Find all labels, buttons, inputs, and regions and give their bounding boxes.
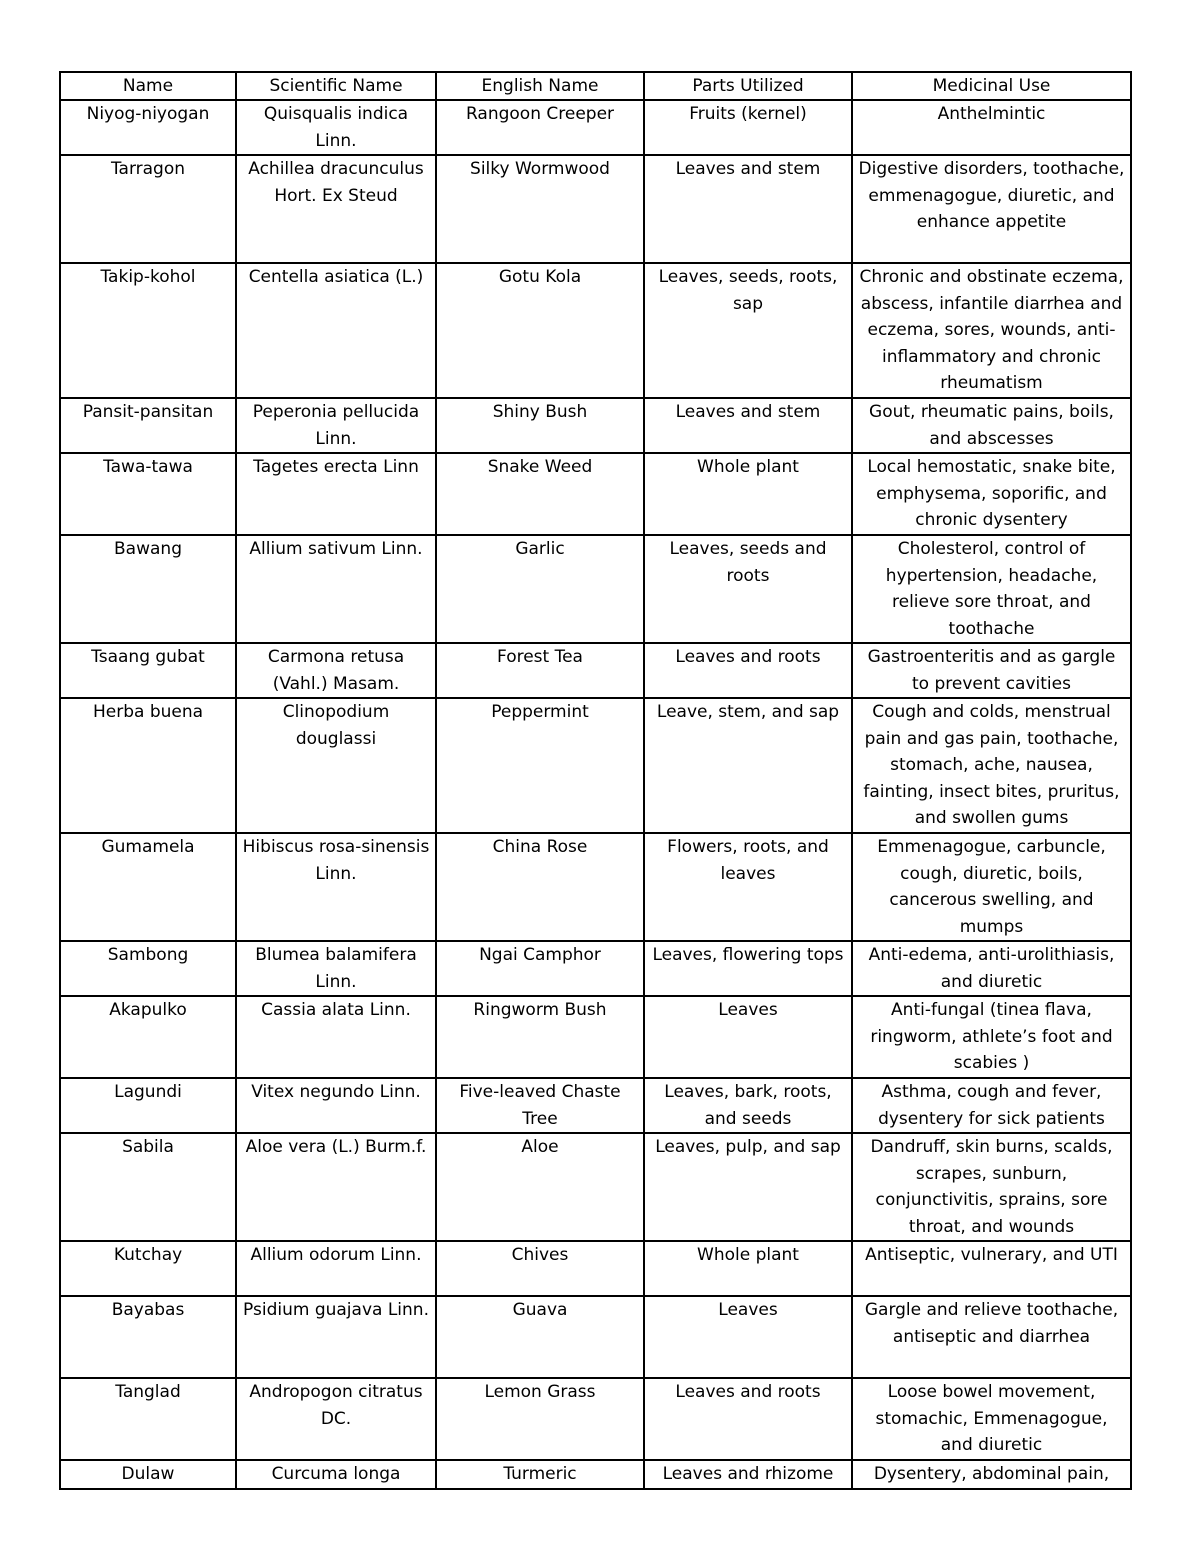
- table-row: [60, 100, 1131, 155]
- medicinal-use-cell: Gout, rheumatic pains, boils, and abscesses: [852, 398, 1131, 453]
- english-name-cell: Ngai Camphor: [436, 941, 644, 996]
- plant-name-cell: Akapulko: [60, 996, 236, 1078]
- scientific-name-cell: Centella asiatica (L.): [236, 263, 436, 398]
- english-name-cell: Turmeric: [436, 1460, 644, 1489]
- plant-name-cell: Kutchay: [60, 1241, 236, 1296]
- plant-name-cell: Tawa-tawa: [60, 453, 236, 535]
- medicinal-use-cell: Digestive disorders, toothache, emmenagogue, diuretic, and enhance appetite: [852, 155, 1131, 263]
- plant-name-cell: Tarragon: [60, 155, 236, 263]
- parts-utilized-cell: Leave, stem, and sap: [644, 698, 852, 833]
- parts-utilized-cell: Whole plant: [644, 453, 852, 535]
- parts-utilized-cell: Flowers, roots, and leaves: [644, 833, 852, 941]
- scientific-name-cell: Hibiscus rosa-sinensis Linn.: [236, 833, 436, 941]
- scientific-name-cell: Andropogon citratus DC.: [236, 1378, 436, 1460]
- table-row: [60, 1133, 1131, 1241]
- table-row: [60, 996, 1131, 1078]
- plant-name-cell: Pansit-pansitan: [60, 398, 236, 453]
- table-row: [60, 1241, 1131, 1296]
- english-name-cell: Snake Weed: [436, 453, 644, 535]
- header-name: Name: [60, 72, 236, 100]
- parts-utilized-cell: Leaves, pulp, and sap: [644, 1133, 852, 1241]
- plant-name-cell: Bawang: [60, 535, 236, 643]
- scientific-name-cell: Carmona retusa (Vahl.) Masam.: [236, 643, 436, 698]
- medicinal-use-cell: Anthelmintic: [852, 100, 1131, 155]
- medicinal-use-cell: Anti-fungal (tinea flava, ringworm, athlete’s foot and scabies ): [852, 996, 1131, 1078]
- table-row: [60, 1460, 1131, 1489]
- medicinal-use-cell: Local hemostatic, snake bite, emphysema, soporific, and chronic dysentery: [852, 453, 1131, 535]
- plant-name-cell: Lagundi: [60, 1078, 236, 1133]
- parts-utilized-cell: Leaves, seeds and roots: [644, 535, 852, 643]
- plant-name-cell: Gumamela: [60, 833, 236, 941]
- plant-name-cell: Tanglad: [60, 1378, 236, 1460]
- english-name-cell: Aloe: [436, 1133, 644, 1241]
- scientific-name-cell: Allium sativum Linn.: [236, 535, 436, 643]
- medicinal-use-cell: Anti-edema, anti-urolithiasis, and diuretic: [852, 941, 1131, 996]
- scientific-name-cell: Psidium guajava Linn.: [236, 1296, 436, 1378]
- english-name-cell: Chives: [436, 1241, 644, 1296]
- scientific-name-cell: Blumea balamifera Linn.: [236, 941, 436, 996]
- table-row: [60, 535, 1131, 643]
- medicinal-use-cell: Loose bowel movement, stomachic, Emmenagogue, and diuretic: [852, 1378, 1131, 1460]
- table-body: [60, 100, 1131, 1489]
- parts-utilized-cell: Leaves and stem: [644, 155, 852, 263]
- scientific-name-cell: Clinopodium douglassi: [236, 698, 436, 833]
- plant-name-cell: Takip-kohol: [60, 263, 236, 398]
- scientific-name-cell: Cassia alata Linn.: [236, 996, 436, 1078]
- parts-utilized-cell: Leaves, bark, roots, and seeds: [644, 1078, 852, 1133]
- english-name-cell: Forest Tea: [436, 643, 644, 698]
- medicinal-plants-table: [59, 71, 1132, 1490]
- english-name-cell: Lemon Grass: [436, 1378, 644, 1460]
- medicinal-use-cell: Dandruff, skin burns, scalds, scrapes, sunburn, conjunctivitis, sprains, sore throat, and wounds: [852, 1133, 1131, 1241]
- medicinal-use-cell: Cholesterol, control of hypertension, headache, relieve sore throat, and toothache: [852, 535, 1131, 643]
- scientific-name-cell: Achillea dracunculus Hort. Ex Steud: [236, 155, 436, 263]
- plant-name-cell: Niyog-niyogan: [60, 100, 236, 155]
- scientific-name-cell: Quisqualis indica Linn.: [236, 100, 436, 155]
- parts-utilized-cell: Leaves, seeds, roots, sap: [644, 263, 852, 398]
- medicinal-use-cell: Chronic and obstinate eczema, abscess, infantile diarrhea and eczema, sores, wounds, anti-inflammatory and chronic rheumatism: [852, 263, 1131, 398]
- table-row: [60, 643, 1131, 698]
- table-row: [60, 453, 1131, 535]
- parts-utilized-cell: Leaves, flowering tops: [644, 941, 852, 996]
- medicinal-use-cell: Gargle and relieve toothache, antiseptic and diarrhea: [852, 1296, 1131, 1378]
- plant-name-cell: Tsaang gubat: [60, 643, 236, 698]
- table-row: [60, 1078, 1131, 1133]
- parts-utilized-cell: Leaves: [644, 1296, 852, 1378]
- table-row: [60, 833, 1131, 941]
- english-name-cell: Five-leaved Chaste Tree: [436, 1078, 644, 1133]
- plant-name-cell: Bayabas: [60, 1296, 236, 1378]
- table-row: [60, 155, 1131, 263]
- parts-utilized-cell: Leaves and rhizome: [644, 1460, 852, 1489]
- table-row: [60, 698, 1131, 833]
- header-english-name: English Name: [436, 72, 644, 100]
- table-header-row: [60, 72, 1131, 100]
- plant-name-cell: Herba buena: [60, 698, 236, 833]
- english-name-cell: Ringworm Bush: [436, 996, 644, 1078]
- table-row: [60, 1296, 1131, 1378]
- plant-name-cell: Sambong: [60, 941, 236, 996]
- plant-name-cell: Sabila: [60, 1133, 236, 1241]
- english-name-cell: China Rose: [436, 833, 644, 941]
- table-row: [60, 1378, 1131, 1460]
- parts-utilized-cell: Whole plant: [644, 1241, 852, 1296]
- table-row: [60, 398, 1131, 453]
- table-row: [60, 263, 1131, 398]
- parts-utilized-cell: Leaves and stem: [644, 398, 852, 453]
- header-parts-utilized: Parts Utilized: [644, 72, 852, 100]
- english-name-cell: Shiny Bush: [436, 398, 644, 453]
- header-medicinal-use: Medicinal Use: [852, 72, 1131, 100]
- scientific-name-cell: Allium odorum Linn.: [236, 1241, 436, 1296]
- scientific-name-cell: Peperonia pellucida Linn.: [236, 398, 436, 453]
- medicinal-use-cell: Cough and colds, menstrual pain and gas pain, toothache, stomach, ache, nausea, fainting, insect bites, pruritus, and swollen gums: [852, 698, 1131, 833]
- plant-name-cell: Dulaw: [60, 1460, 236, 1489]
- scientific-name-cell: Vitex negundo Linn.: [236, 1078, 436, 1133]
- scientific-name-cell: Curcuma longa: [236, 1460, 436, 1489]
- header-scientific-name: Scientific Name: [236, 72, 436, 100]
- english-name-cell: Garlic: [436, 535, 644, 643]
- english-name-cell: Rangoon Creeper: [436, 100, 644, 155]
- medicinal-use-cell: Antiseptic, vulnerary, and UTI: [852, 1241, 1131, 1296]
- parts-utilized-cell: Leaves: [644, 996, 852, 1078]
- medicinal-use-cell: Dysentery, abdominal pain,: [852, 1460, 1131, 1489]
- medicinal-use-cell: Emmenagogue, carbuncle, cough, diuretic, boils, cancerous swelling, and mumps: [852, 833, 1131, 941]
- scientific-name-cell: Tagetes erecta Linn: [236, 453, 436, 535]
- english-name-cell: Guava: [436, 1296, 644, 1378]
- medicinal-use-cell: Gastroenteritis and as gargle to prevent cavities: [852, 643, 1131, 698]
- medicinal-use-cell: Asthma, cough and fever, dysentery for sick patients: [852, 1078, 1131, 1133]
- scientific-name-cell: Aloe vera (L.) Burm.f.: [236, 1133, 436, 1241]
- english-name-cell: Peppermint: [436, 698, 644, 833]
- english-name-cell: Gotu Kola: [436, 263, 644, 398]
- parts-utilized-cell: Fruits (kernel): [644, 100, 852, 155]
- parts-utilized-cell: Leaves and roots: [644, 1378, 852, 1460]
- table-row: [60, 941, 1131, 996]
- parts-utilized-cell: Leaves and roots: [644, 643, 852, 698]
- english-name-cell: Silky Wormwood: [436, 155, 644, 263]
